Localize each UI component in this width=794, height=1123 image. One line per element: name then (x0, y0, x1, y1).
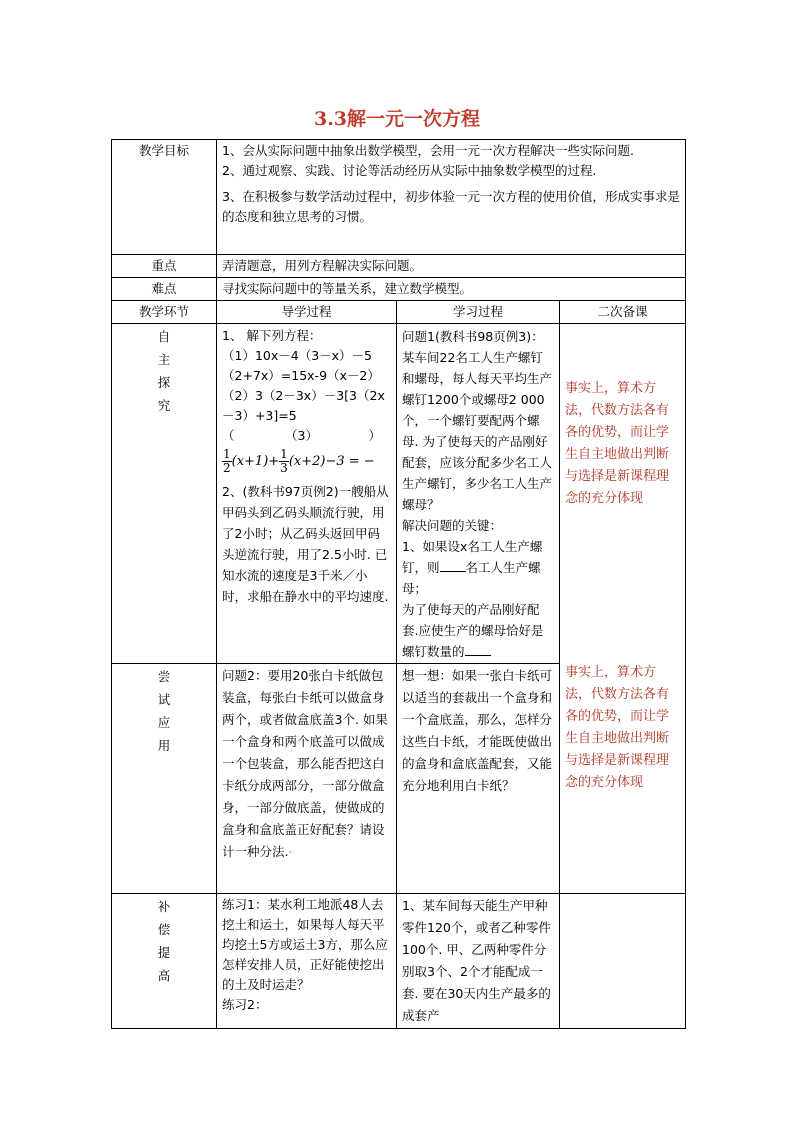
answer-blank[interactable] (465, 643, 491, 656)
learn-cell (397, 324, 560, 664)
learn-cell (397, 664, 560, 894)
key-point-row (112, 255, 686, 278)
equation-3: $\frac{1}{2}$ (x+1)+ $\frac{1}{3}$ (x+2)−3 = − (223, 447, 375, 475)
notes-cell-empty (560, 894, 686, 1029)
practice-text: 1、某车间每天能生产甲种零件120个，或者乙种零件100个. 甲、乙两种零件分别取3个、2个才能配成一套. 要在30天内生产最多的成套产 (402, 898, 551, 1023)
equation-2-line: －3）+3]=5 (222, 408, 297, 423)
key-point-text: 弄清题意，用列方程解决实际问题。 (217, 255, 686, 278)
equation-1-line: （1）10x－4（3－x）－5 (222, 348, 373, 363)
objective-item: 1、会从实际问题中抽象出数学模型，会用一元一次方程解决一些实际问题. (222, 143, 634, 158)
header-learn: 学习过程 (397, 301, 560, 324)
lesson-plan-table (111, 139, 686, 1029)
step-1: 1、如果设x名工人生产螺钉，则 名工人生产螺母； (402, 539, 543, 596)
think-text: 想一想：如果一张白卡纸可以适当的套裁出一个盒身和一个盒底盖，那么，怎样分这些白卡纸，才能既使做出的盒身和盒底盖配套，又能充分地利用白卡纸？ (402, 668, 553, 793)
header-notes: 二次备课 (560, 301, 686, 324)
problem-2-text: 问题2：要用20张白卡纸做包装盒，每张白卡纸可以做盒身两个，或者做盒底盖3个. 如果一个盒身和两个底盖可以做成一个包装盒，那么能否把这白卡纸分成两部分，一部分做盒身，一部分做底盖，使做成的盒身和盒底盖正好配套？请设计一种分法. (222, 668, 388, 859)
key-point-label: 重点 (112, 255, 217, 278)
step-2: 为了使每天的产品刚好配套.应使生产的螺母恰好是螺钉数量的 (402, 602, 544, 659)
guide-cell (217, 894, 397, 1029)
objectives-label: 教学目标 (112, 140, 217, 255)
objectives-content (217, 140, 686, 255)
stage-label: 尝 试 应 用 (112, 664, 217, 894)
difficulty-row (112, 278, 686, 301)
dot-mark: · (288, 844, 293, 859)
header-stage: 教学环节 (112, 301, 217, 324)
difficulty-label: 难点 (112, 278, 217, 301)
difficulty-text: 寻找实际问题中的等量关系，建立数学模型。 (217, 278, 686, 301)
exercise-1-text: 练习1：某水利工地派48人去挖土和运土，如果每人每天平均挖土5方或运土3方，那么应怎样安排人员，正好能使挖出的土及时运走？ (222, 897, 388, 992)
note-text: 事实上，算术方法，代数方法各有各的优势，而让学生自主地做出判断与选择是新课程理念的充分体现 (565, 665, 670, 790)
header-guide: 导学过程 (217, 301, 397, 324)
exercise-2-label: 练习2： (222, 997, 268, 1012)
notes-cell (560, 324, 686, 894)
exercise-heading: 1、 解下列方程： (222, 328, 322, 343)
guide-cell (217, 664, 397, 894)
guide-cell (217, 324, 397, 664)
stage-label: 补 偿 提 高 (112, 894, 217, 1029)
objectives-row (112, 140, 686, 255)
problem-1-text: 问题1(教科书98页例3)：某车间22名工人生产螺钉和螺母，每人每天平均生产螺钉1200个或螺母2 000个，一个螺钉要配两个螺母. 为了使每天的产品刚好配套，应该分配多少名工人生产螺钉，多少名工人生产螺母？ (402, 329, 553, 512)
section-self-exploration (112, 324, 686, 664)
objective-item: 2、通过观察、实践、讨论等活动经历从实际中抽象数学模型的过程. (222, 163, 597, 178)
problem-2-text: 2、(教科书97页例2)一艘船从甲码头到乙码头顺流行驶，用了2小时；从乙码头返回甲码头逆流行驶，用了2.5小时. 已知水流的速度是3千米／小时，求船在静水中的平均速度. (222, 484, 389, 604)
note-text: 事实上，算术方法，代数方法各有各的优势，而让学生自主地做出判断与选择是新课程理念的充分体现 (565, 381, 670, 506)
header-row (112, 301, 686, 324)
fraction: $\frac{1}{2}$ (223, 447, 231, 475)
learn-cell (397, 894, 560, 1029)
equation-3-label: （ （3） ） (222, 428, 381, 443)
section-supplement (112, 894, 686, 1029)
stage-label: 自 主 探 究 (112, 324, 217, 664)
answer-blank[interactable] (440, 559, 466, 572)
equation-2-line: （2）3（2－3x）－3[3（2x (222, 388, 385, 403)
fraction: $\frac{1}{3}$ (280, 447, 288, 475)
page-title: 3.3解一元一次方程 (313, 108, 481, 130)
key-label: 解决问题的关键： (402, 518, 503, 533)
equation-1-line: （2+7x）=15x-9（x－2） (222, 368, 380, 383)
objective-item: 3、在积极参与数学活动过程中，初步体验一元一次方程的使用价值，形成实事求是的态度和独立思考的习惯。 (222, 189, 680, 224)
